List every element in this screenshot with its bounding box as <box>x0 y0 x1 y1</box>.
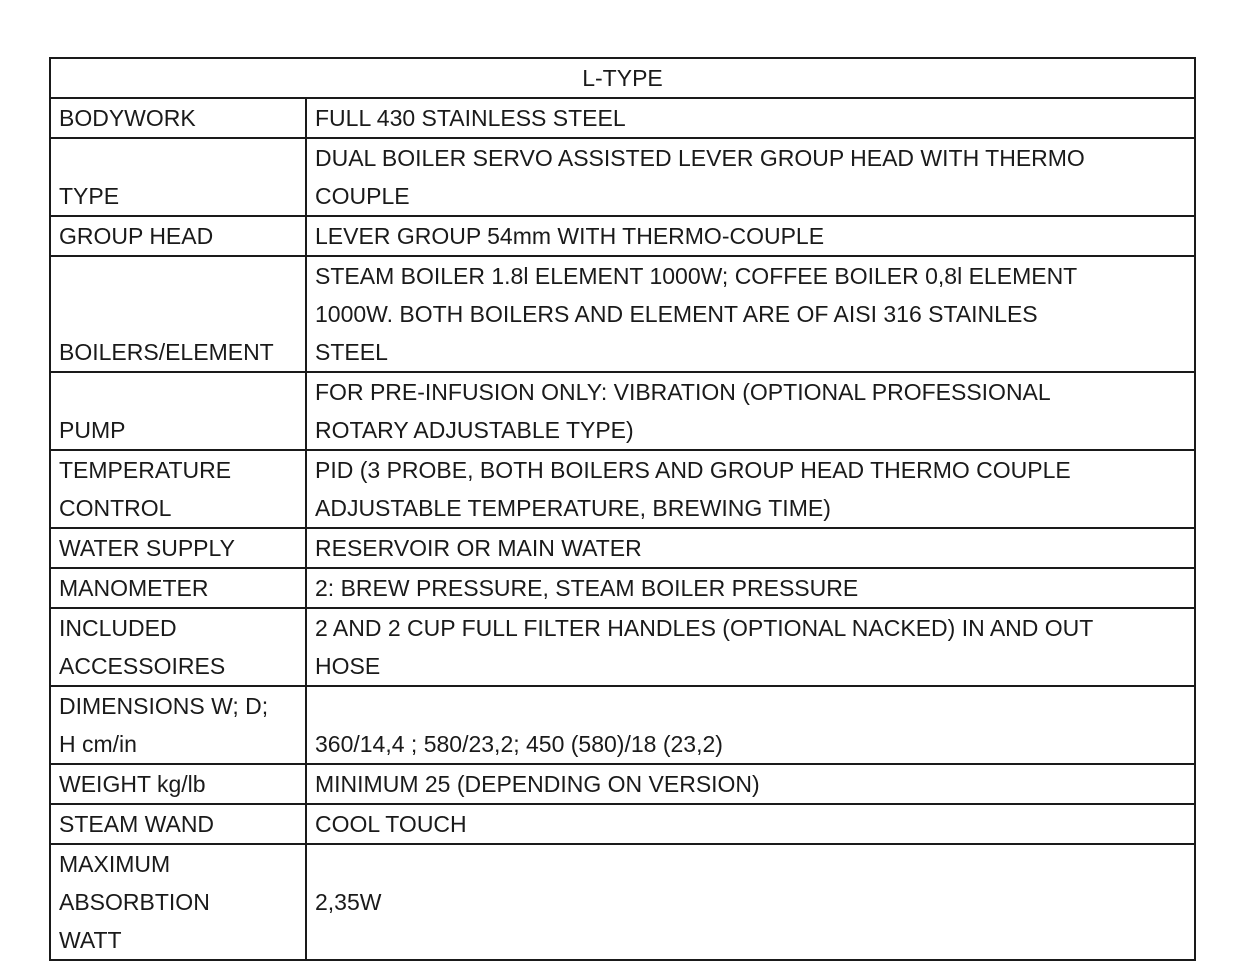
row-label-line <box>59 295 297 333</box>
row-label-line: STEAM WAND <box>59 811 215 837</box>
table-title-row <box>50 58 1195 98</box>
row-value-line: ROTARY ADJUSTABLE TYPE) <box>315 417 634 443</box>
row-value-line: STEEL <box>315 339 388 365</box>
row-value-line: HOSE <box>315 653 381 679</box>
row-value <box>306 804 1195 844</box>
table-row <box>50 686 1195 764</box>
row-label-line: PUMP <box>59 417 126 443</box>
row-label-line <box>59 373 297 411</box>
row-label <box>50 372 306 450</box>
row-value-line <box>315 687 1186 725</box>
row-label-line: ABSORBTION <box>59 889 210 915</box>
row-label-line: BOILERS/ELEMENT <box>59 339 274 365</box>
row-value-line: LEVER GROUP 54mm WITH THERMO-COUPLE <box>315 223 825 249</box>
row-value-line: 2 AND 2 CUP FULL FILTER HANDLES (OPTIONAL NACKED) IN AND OUT <box>315 615 1094 641</box>
row-value-line: FOR PRE-INFUSION ONLY: VIBRATION (OPTIONAL PROFESSIONAL <box>315 379 1051 405</box>
row-label <box>50 216 306 256</box>
table-row <box>50 568 1195 608</box>
row-value-line: FULL 430 STAINLESS STEEL <box>315 105 626 131</box>
table-row <box>50 608 1195 686</box>
row-value-line: RESERVOIR OR MAIN WATER <box>315 535 642 561</box>
table-row <box>50 372 1195 450</box>
row-value-line: 2: BREW PRESSURE, STEAM BOILER PRESSURE <box>315 575 859 601</box>
row-value <box>306 98 1195 138</box>
row-value <box>306 450 1195 528</box>
row-label-line: WEIGHT kg/lb <box>59 771 206 797</box>
row-label <box>50 256 306 372</box>
row-value-line: COOL TOUCH <box>315 811 467 837</box>
table-row <box>50 138 1195 216</box>
row-label-line: TEMPERATURE <box>59 457 232 483</box>
row-value <box>306 528 1195 568</box>
row-label-line <box>59 257 297 295</box>
row-label <box>50 138 306 216</box>
table-row <box>50 216 1195 256</box>
row-value-line: 2,35W <box>315 889 382 915</box>
table-row <box>50 450 1195 528</box>
row-value-line: 1000W. BOTH BOILERS AND ELEMENT ARE OF AISI 316 STAINLES <box>315 301 1038 327</box>
row-label-line: MAXIMUM <box>59 851 171 877</box>
row-value <box>306 372 1195 450</box>
row-label-line: H cm/in <box>59 731 137 757</box>
row-value <box>306 686 1195 764</box>
table-row <box>50 764 1195 804</box>
row-label-line: GROUP HEAD <box>59 223 214 249</box>
row-label-line: WATT <box>59 927 122 953</box>
table-row <box>50 844 1195 960</box>
table-row <box>50 804 1195 844</box>
row-label-line <box>59 139 297 177</box>
row-label <box>50 528 306 568</box>
row-label <box>50 804 306 844</box>
row-value-line: PID (3 PROBE, BOTH BOILERS AND GROUP HEAD THERMO COUPLE <box>315 457 1071 483</box>
row-value <box>306 216 1195 256</box>
row-value <box>306 608 1195 686</box>
row-label-line: DIMENSIONS W; D; <box>59 693 269 719</box>
spec-table <box>49 57 1196 961</box>
row-value <box>306 764 1195 804</box>
row-value-line: DUAL BOILER SERVO ASSISTED LEVER GROUP HEAD WITH THERMO <box>315 145 1085 171</box>
row-label <box>50 764 306 804</box>
row-label <box>50 686 306 764</box>
row-label-line: INCLUDED <box>59 615 177 641</box>
row-value <box>306 138 1195 216</box>
row-label <box>50 98 306 138</box>
table-row <box>50 98 1195 138</box>
row-label <box>50 450 306 528</box>
row-label-line: WATER SUPPLY <box>59 535 235 561</box>
row-label-line: BODYWORK <box>59 105 196 131</box>
row-value <box>306 256 1195 372</box>
row-label-line: CONTROL <box>59 495 172 521</box>
spec-body <box>50 98 1195 960</box>
table-row <box>50 528 1195 568</box>
row-label <box>50 844 306 960</box>
row-label-line: ACCESSOIRES <box>59 653 226 679</box>
row-value-line: STEAM BOILER 1.8l ELEMENT 1000W; COFFEE BOILER 0,8l ELEMENT <box>315 263 1078 289</box>
row-value <box>306 844 1195 960</box>
row-value-line: ADJUSTABLE TEMPERATURE, BREWING TIME) <box>315 495 831 521</box>
row-label <box>50 608 306 686</box>
table-title: L-TYPE <box>50 58 1195 98</box>
row-value-line: MINIMUM 25 (DEPENDING ON VERSION) <box>315 771 760 797</box>
row-label-line: TYPE <box>59 183 120 209</box>
row-value-line: 360/14,4 ; 580/23,2; 450 (580)/18 (23,2) <box>315 731 723 757</box>
row-label-line: MANOMETER <box>59 575 209 601</box>
row-value <box>306 568 1195 608</box>
table-row <box>50 256 1195 372</box>
row-label <box>50 568 306 608</box>
row-value-line: COUPLE <box>315 183 410 209</box>
